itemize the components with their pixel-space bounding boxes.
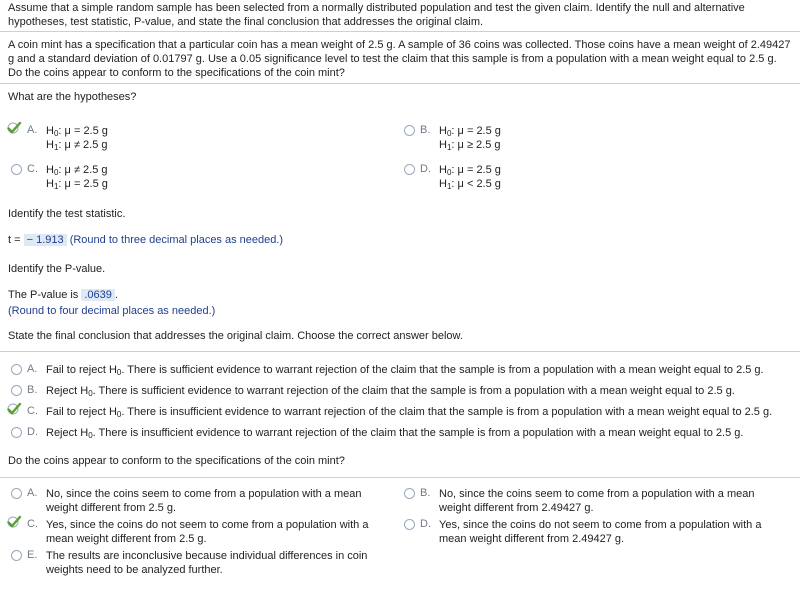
p-value-prompt: Identify the P-value. [8, 263, 106, 275]
conform-option-a[interactable]: No, since the coins seem to come from a population with a mean weight different from 2.5 g. [46, 488, 362, 514]
option-letter: C. [27, 518, 38, 530]
conform-option-c[interactable]: Yes, since the coins do not seem to come from a population with a mean weight different from 2.5 g. [46, 519, 369, 545]
check-icon [6, 515, 22, 529]
radio-button[interactable] [404, 519, 415, 530]
p-value-row: The P-value is .0639 . [8, 289, 118, 301]
test-statistic-prompt: Identify the test statistic. [8, 208, 126, 220]
rounding-hint: (Round to four decimal places as needed.) [8, 305, 216, 317]
option-letter: A. [27, 487, 38, 499]
radio-button[interactable] [11, 385, 22, 396]
check-icon [6, 121, 22, 135]
hypotheses-prompt: What are the hypotheses? [8, 91, 137, 103]
conclusion-prompt: State the final conclusion that addresses the original claim. Choose the correct answer below. [8, 330, 463, 342]
option-letter: C. [27, 163, 38, 175]
conform-option-b[interactable]: No, since the coins seem to come from a population with a mean weight different from 2.49427 g. [439, 488, 755, 514]
conclusion-option-a[interactable]: Fail to reject $H_0$. There is sufficient evidence to warrant rejection of the claim that the sample is from a population with a mean weight equal to 2.5 g. [46, 364, 764, 377]
option-letter: D. [27, 426, 38, 438]
option-letter: C. [27, 405, 38, 417]
conclusion-option-b[interactable]: Reject $H_0$. There is sufficient evidence to warrant rejection of the claim that the sample is from a population with a mean weight equal to 2.5 g. [46, 385, 735, 398]
divider [0, 83, 800, 84]
option-letter: B. [27, 384, 38, 396]
conclusion-option-c[interactable]: Fail to reject $H_0$. There is insufficient evidence to warrant rejection of the claim that the sample is from a population with a mean weight equal to 2.5 g. [46, 406, 773, 419]
divider [0, 477, 800, 478]
p-value-value[interactable]: .0639 [81, 289, 115, 301]
conform-option-e[interactable]: The results are inconclusive because individual differences in coin weights need to be analyzed further. [46, 550, 368, 576]
option-letter: D. [420, 518, 431, 530]
radio-button[interactable] [404, 125, 415, 136]
hypothesis-option-d[interactable]: $H_0$: μ = 2.5 g $H_1$: μ < 2.5 g [439, 164, 501, 191]
instructions: Assume that a simple random sample has been selected from a normally distributed population and test the given claim. Identify the null and alternative hypotheses, test statistic, P-value, and state the final conclusion that addresses the original claim. [8, 2, 745, 28]
divider [0, 351, 800, 352]
test-statistic-row: t = − 1.913 (Round to three decimal places as needed.) [8, 234, 284, 246]
radio-button[interactable] [11, 164, 22, 175]
radio-button[interactable] [11, 427, 22, 438]
rounding-hint: (Round to three decimal places as needed.) [69, 234, 284, 246]
conform-prompt: Do the coins appear to conform to the specifications of the coin mint? [8, 455, 345, 467]
divider [0, 31, 800, 32]
radio-button[interactable] [11, 364, 22, 375]
radio-button[interactable] [404, 488, 415, 499]
option-letter: B. [420, 124, 431, 136]
hypothesis-option-b[interactable]: $H_0$: μ = 2.5 g $H_1$: μ ≥ 2.5 g [439, 125, 501, 152]
conform-option-d[interactable]: Yes, since the coins do not seem to come from a population with a mean weight different from 2.49427 g. [439, 519, 762, 545]
test-statistic-value[interactable]: − 1.913 [24, 234, 67, 246]
option-letter: D. [420, 163, 431, 175]
check-icon [6, 402, 22, 416]
hypothesis-option-c[interactable]: $H_0$: μ ≠ 2.5 g $H_1$: μ = 2.5 g [46, 164, 108, 191]
radio-button[interactable] [11, 488, 22, 499]
option-letter: B. [420, 487, 431, 499]
radio-button[interactable] [404, 164, 415, 175]
conclusion-option-d[interactable]: Reject $H_0$. There is insufficient evidence to warrant rejection of the claim that the sample is from a population with a mean weight equal to 2.5 g. [46, 427, 744, 440]
option-letter: A. [27, 124, 38, 136]
hypothesis-option-a[interactable]: $H_0$: μ = 2.5 g $H_1$: μ ≠ 2.5 g [46, 125, 108, 152]
option-letter: A. [27, 363, 38, 375]
option-letter: E. [27, 549, 38, 561]
problem-statement: A coin mint has a specification that a particular coin has a mean weight of 2.5 g. A sample of 36 coins was collected. Those coins have a mean weight of 2.49427 g and a standard deviation of 0.01797 g. Use a 0.05 significance level to test the claim that this sample is from a population with a mean weight equal to 2.5 g. Do the coins appear to conform to the specifications of the coin mint? [8, 39, 791, 79]
radio-button[interactable] [11, 550, 22, 561]
